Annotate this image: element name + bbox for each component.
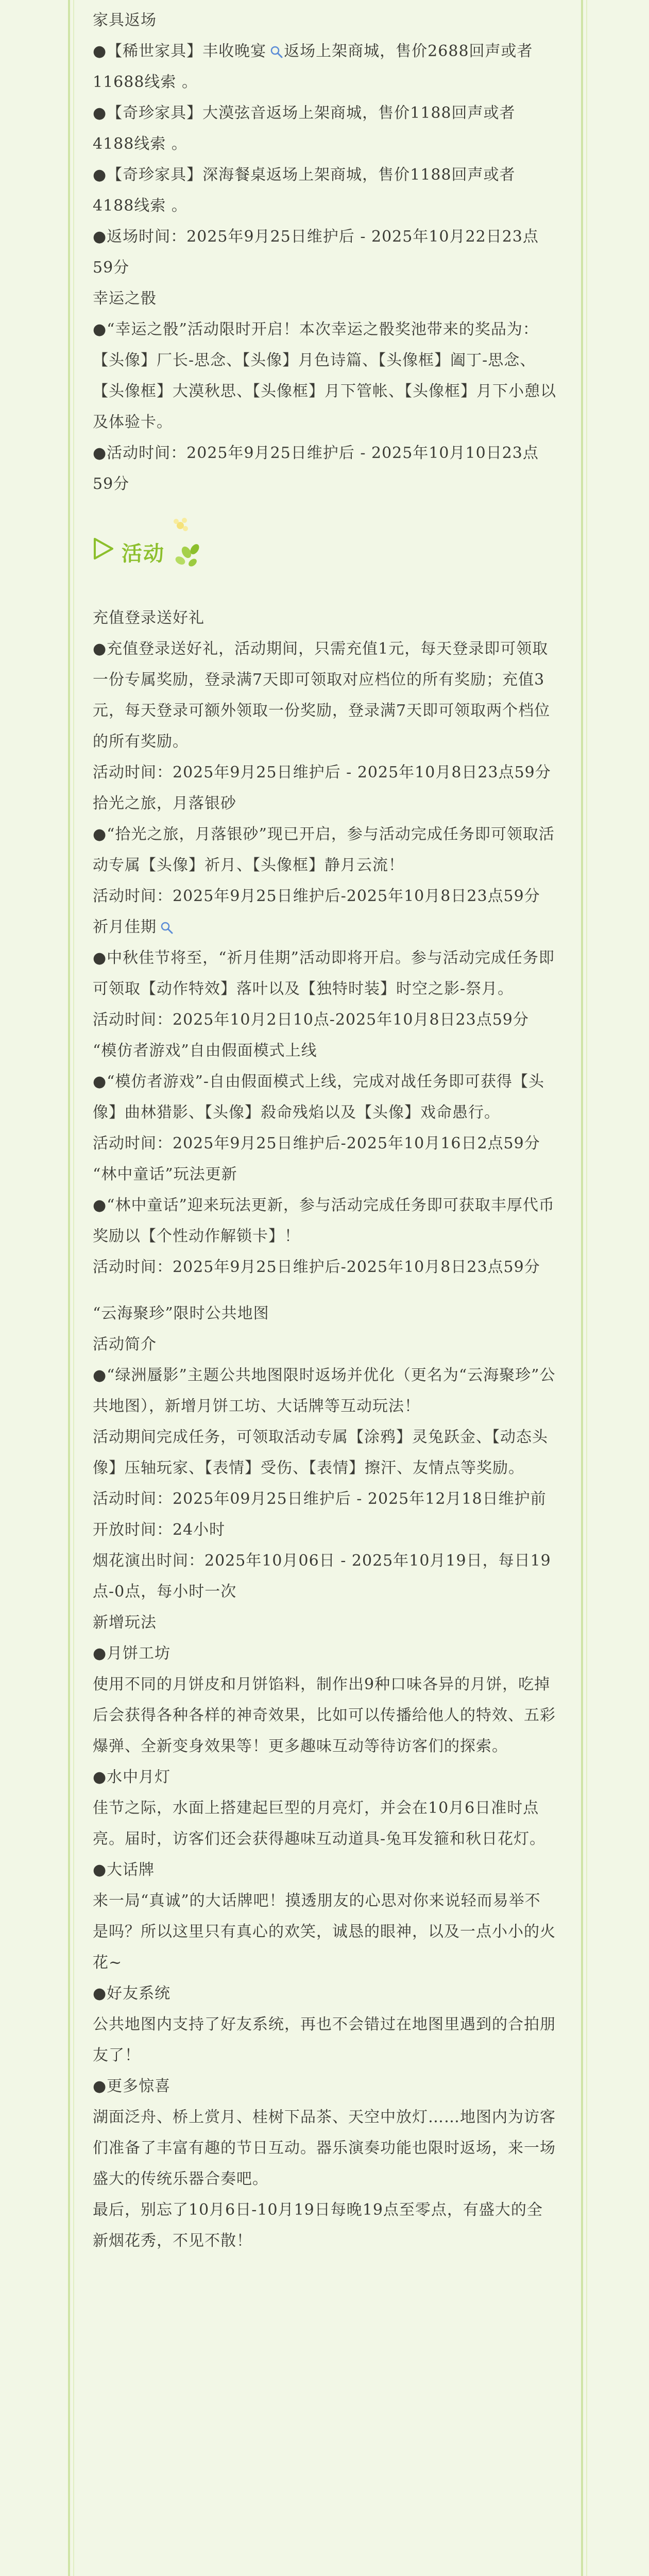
fairy-body: ●“林中童话”迎来玩法更新，参与活动完成任务即可获取丰厚代币奖励以【个性动作解锁卡】！ [93,1196,555,1245]
map-title: “云海聚珍”限时公共地图 [93,1304,269,1323]
feature-name: ●更多惊喜 [93,2077,171,2095]
map-fireworks: 烟花演出时间：2025年10月06日 - 2025年10月19日，每日19点-0点，每小时一次 [93,1552,551,1601]
feature-name: ●好友系统 [93,1985,171,2003]
autumn-title-text: 祈月佳期 [93,918,157,936]
mimic-title: “模仿者游戏”自由假面模式上线 [93,1042,317,1060]
feature-body: 公共地图内支持了好友系统，再也不会错过在地图里遇到的合拍朋友了！ [93,2015,556,2064]
feature-body: 来一局“真诚”的大话牌吧！摸透朋友的心思对你来说轻而易举不是吗？所以这里只有真心的欢笑，诚恳的眼神，以及一点小小的火花~ [93,1892,556,1972]
moonlight-body: ●“拾光之旅，月落银砂”现已开启，参与活动完成任务即可领取活动专属【头像】祈月、【头像框】静月云流！ [93,825,555,874]
right-rail [581,0,583,2576]
lucky-heading: 幸运之骰 [93,290,157,308]
map-open: 开放时间：24小时 [93,1521,226,1539]
map-closing: 最后，别忘了10月6日-10月19日每晚19点至零点，有盛大的全新烟花秀，不见不散！ [93,2201,543,2250]
feature-name: ●月饼工坊 [93,1645,171,1663]
play-triangle-icon [93,537,114,571]
furniture-item-2: ●【奇珍家具】大漠弦音返场上架商城，售价1188回声或者4188线索 。 [93,104,516,153]
leaf-sprig-icon [169,515,205,583]
recharge-title: 充值登录送好礼 [93,609,204,627]
autumn-body: ●中秋佳节将至，“祈月佳期”活动即将开启。参与活动完成任务即可领取【动作特效】落叶以及【独特时装】时空之影-祭月。 [93,949,555,998]
moonlight-time: 活动时间：2025年9月25日维护后-2025年10月8日23点59分 [93,887,540,905]
search-icon[interactable] [160,915,174,929]
section-title: 活动 [122,542,165,566]
feature-body: 佳节之际，水面上搭建起巨型的月亮灯，并会在10月6日准时点亮。届时，访客们还会获得趣味互动道具-兔耳发箍和秋日花灯。 [93,1799,546,1848]
map-reward: 活动期间完成任务，可领取活动专属【涂鸦】灵兔跃金、【动态头像】压轴玩家、【表情】受伤、【表情】擦汗、友情点等奖励。 [93,1428,548,1477]
furniture-item-3: ●【奇珍家具】深海餐桌返场上架商城，售价1188回声或者4188线索 。 [93,166,516,215]
spacer [93,1283,556,1298]
recharge-body: ●充值登录送好礼，活动期间，只需充值1元，每天登录即可领取一份专属奖励，登录满7天即可领取对应档位的所有奖励；充值3元，每天登录可额外领取一份奖励，登录满7天即可领取两个档位的所有奖励。 [93,640,551,751]
fairy-time: 活动时间：2025年9月25日维护后-2025年10月8日23点59分 [93,1258,540,1276]
furniture-item-1 [93,36,556,98]
feature-body: 使用不同的月饼皮和月饼馅料，制作出9种口味各异的月饼，吃掉后会获得各种各样的神奇效果，比如可以传播给他人的特效、五彩爆弹、全新变身效果等！更多趣味互动等待访客们的探索。 [93,1675,556,1755]
search-icon[interactable] [269,39,284,54]
map-intro-body: ●“绿洲蜃影”主题公共地图限时返场并优化（更名为“云海聚珍”公共地图），新增月饼工坊、大话牌等互动玩法！ [93,1366,556,1415]
article-content [93,5,556,2257]
section-heading-events [93,510,556,598]
feature-name: ●大话牌 [93,1861,155,1879]
feature-body: 湖面泛舟、桥上赏月、桂树下品茶、天空中放灯……地图内为访客们准备了丰富有趣的节日互动。器乐演奏功能也限时返场，来一场盛大的传统乐器合奏吧。 [93,2108,556,2188]
furniture-item-1-text: ●【稀世家具】丰收晚宴 [93,42,267,60]
mimic-body: ●“模仿者游戏”-自由假面模式上线，完成对战任务即可获得【头像】曲林猎影、【头像】殺命残焰以及【头像】戏命愚行。 [93,1073,544,1122]
feature-name: ●水中月灯 [93,1768,171,1786]
furniture-heading: 家具返场 [93,11,157,29]
map-intro-label: 活动简介 [93,1335,157,1353]
recharge-time: 活动时间：2025年9月25日维护后 - 2025年10月8日23点59分 [93,764,551,782]
furniture-time: ●返场时间：2025年9月25日维护后 - 2025年10月22日23点59分 [93,228,539,277]
autumn-title [93,912,556,943]
autumn-time: 活动时间：2025年10月2日10点-2025年10月8日23点59分 [93,1011,529,1029]
moonlight-title: 拾光之旅，月落银砂 [93,794,236,812]
furniture-item-1-rest: 返场上架商城，售价2688回声或者11688线索 。 [93,42,533,91]
map-time: 活动时间：2025年09月25日维护后 - 2025年12月18日维护前 [93,1490,546,1508]
lucky-time: ●活动时间：2025年9月25日维护后 - 2025年10月10日23点59分 [93,444,539,493]
fairy-title: “林中童话”玩法更新 [93,1165,237,1183]
mimic-time: 活动时间：2025年9月25日维护后-2025年10月16日2点59分 [93,1134,540,1153]
lucky-body: ●“幸运之骰”活动限时开启！本次幸运之骰奖池带来的奖品为：【头像】厂长-思念、【头像】月色诗篇、【头像框】阖丁-思念、【头像框】大漠秋思、【头像框】月下管帐、【头像框】月下小憩以及体验卡。 [93,320,556,431]
map-new-label: 新增玩法 [93,1614,157,1632]
left-rail [68,0,70,2576]
